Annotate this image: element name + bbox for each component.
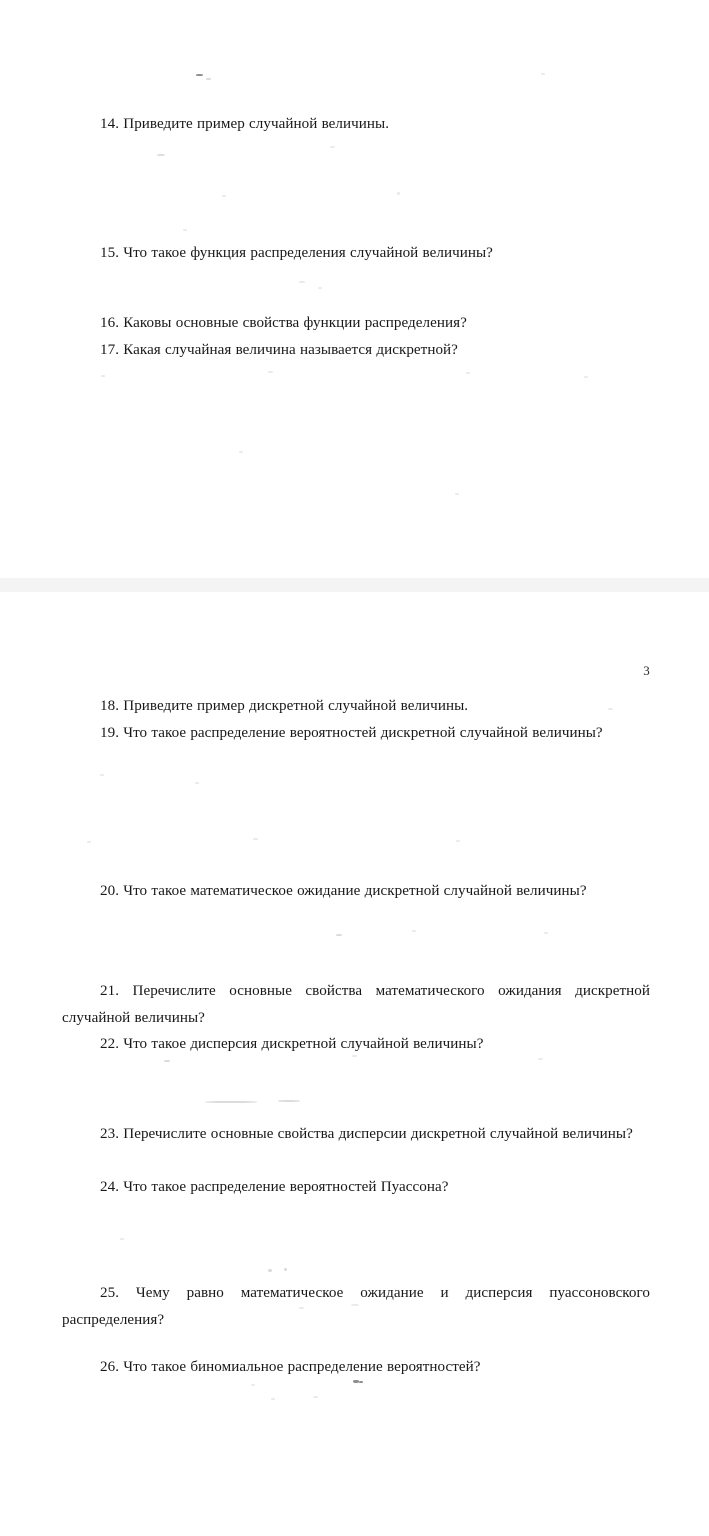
question-item-18: 18. Приведите пример дискретной случайной величины. <box>100 698 469 714</box>
scan-speck <box>196 74 203 76</box>
question-item-23: 23. Перечислите основные свойства дисперсии дискретной случайной величины? <box>100 1126 633 1142</box>
scan-speck <box>239 451 243 453</box>
scan-speck <box>222 195 226 197</box>
scan-speck <box>299 281 305 283</box>
scan-speck <box>100 774 104 776</box>
page-number: 3 <box>643 663 650 678</box>
question-item-17: 17. Какая случайная величина называется дискретной? <box>100 342 458 358</box>
question-item-14: 14. Приведите пример случайной величины. <box>100 116 390 132</box>
question-item-22: 22. Что такое дисперсия дискретной случайной величины? <box>100 1036 484 1052</box>
scan-speck <box>87 841 91 843</box>
scan-speck <box>183 229 187 231</box>
question-item-24: 24. Что такое распределение вероятностей Пуассона? <box>100 1179 449 1195</box>
question-item-16: 16. Каковы основные свойства функции распределения? <box>100 315 467 331</box>
scan-speck <box>268 371 273 373</box>
scan-speck <box>538 1058 543 1060</box>
question-item-26: 26. Что такое биномиальное распределение вероятностей? <box>100 1359 481 1375</box>
scan-speck <box>466 372 470 374</box>
page-separator <box>0 578 709 592</box>
scan-speck <box>330 146 335 148</box>
scan-speck <box>253 838 258 840</box>
scan-speck <box>541 73 545 75</box>
scan-speck <box>397 192 400 195</box>
scan-speck <box>268 1269 272 1272</box>
scan-speck <box>456 840 460 842</box>
scan-speck <box>271 1398 275 1400</box>
scan-speck <box>284 1268 287 1271</box>
scan-speck <box>164 1060 170 1062</box>
document-page-two <box>0 592 709 1536</box>
question-item-15: 15. Что такое функция распределения случайной величины? <box>100 245 493 261</box>
scan-speck <box>455 493 459 495</box>
scan-speck <box>359 1381 363 1383</box>
scan-speck <box>251 1384 255 1386</box>
scan-streak <box>205 1101 257 1103</box>
scan-speck <box>195 782 199 784</box>
question-item-21: 21. Перечислите основные свойства математического ожидания дискретной случайной величины? <box>62 983 650 1026</box>
question-item-25: 25. Чему равно математическое ожидание и дисперсия пуассоновского распределения? <box>62 1285 650 1328</box>
scan-streak <box>278 1100 300 1102</box>
question-item-20: 20. Что такое математическое ожидание дискретной случайной величины? <box>100 883 587 899</box>
scan-speck <box>336 934 342 936</box>
scan-speck <box>101 375 105 377</box>
scan-speck <box>544 932 548 934</box>
question-item-19: 19. Что такое распределение вероятностей дискретной случайной величины? <box>100 725 603 741</box>
scan-speck <box>584 376 588 378</box>
scan-speck <box>206 78 211 80</box>
scan-speck <box>157 154 165 156</box>
scan-speck <box>313 1396 318 1398</box>
scan-speck <box>412 930 416 932</box>
scan-speck <box>120 1238 124 1240</box>
document-page-one <box>0 0 709 578</box>
scan-speck <box>318 287 322 289</box>
